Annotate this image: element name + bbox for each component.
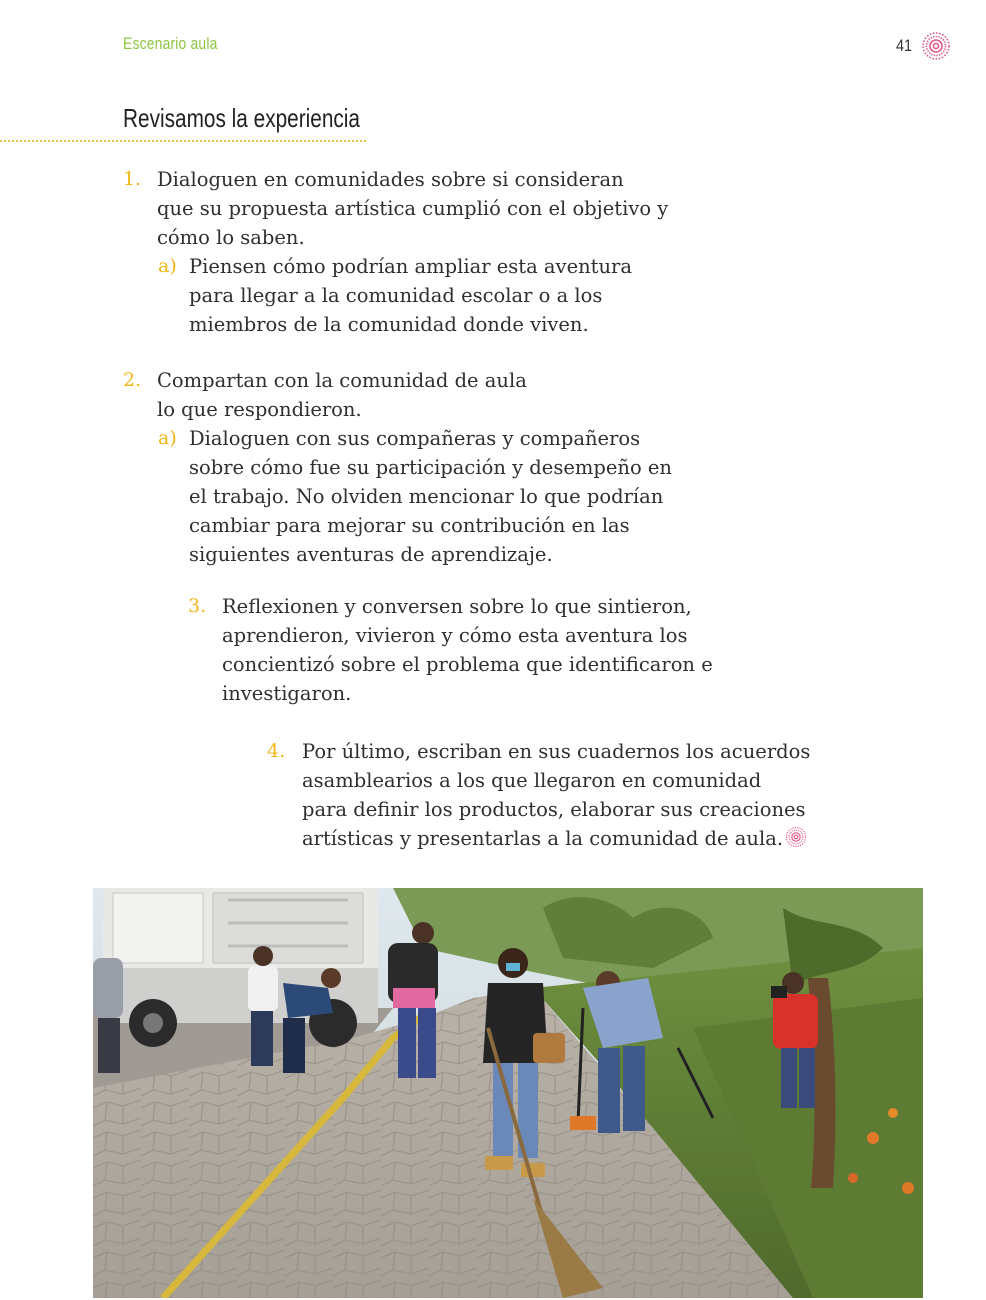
- text-line-with-end-mark: [302, 824, 810, 853]
- text-line: Dialoguen en comunidades sobre si consideran: [157, 168, 624, 191]
- text-line: concientizó sobre el problema que identificaron e: [222, 653, 713, 676]
- sub-item-text: [189, 252, 632, 339]
- list-item-text: [222, 592, 713, 708]
- text-line: Piensen cómo podrían ampliar esta aventura: [189, 255, 633, 278]
- text-line: el trabajo. No olviden mencionar lo que podrían: [189, 485, 664, 508]
- list-item-text: [157, 366, 527, 424]
- text-line: cómo lo saben.: [157, 226, 305, 249]
- end-of-section-emblem-icon: [785, 826, 807, 848]
- sub-item-letter: a): [158, 427, 177, 449]
- text-line: Reflexionen y conversen sobre lo que sintieron,: [222, 595, 692, 618]
- community-cleanup-photo: [93, 888, 923, 1298]
- list-item-text: [302, 737, 810, 853]
- text-line: aprendieron, vivieron y cómo esta aventura los: [222, 624, 688, 647]
- text-line: para definir los productos, elaborar sus creaciones: [302, 798, 806, 821]
- concentric-circles-emblem-icon: [921, 31, 951, 61]
- text-line: sobre cómo fue su participación y desempeño en: [189, 456, 672, 479]
- item-number: 2.: [123, 369, 142, 391]
- text-line: Por último, escriban en sus cuadernos los acuerdos: [302, 740, 811, 763]
- item-number: 4.: [267, 740, 286, 762]
- page-number: 41: [896, 36, 913, 55]
- text-line: lo que respondieron.: [157, 398, 362, 421]
- text-line: artísticas y presentarlas a la comunidad de aula.: [302, 827, 784, 850]
- text-line: que su propuesta artística cumplió con el objetivo y: [157, 197, 669, 220]
- list-item-text: [157, 165, 668, 252]
- item-number: 1.: [123, 168, 142, 190]
- header-section-label: Escenario aula: [123, 34, 218, 53]
- text-line: asamblearios a los que llegaron en comunidad: [302, 769, 762, 792]
- text-line: Compartan con la comunidad de aula: [157, 369, 527, 392]
- item-number: 3.: [188, 595, 207, 617]
- text-line: cambiar para mejorar su contribución en las: [189, 514, 630, 537]
- text-line: investigaron.: [222, 682, 352, 705]
- title-underline-divider: [0, 140, 366, 142]
- sub-item-letter: a): [158, 255, 177, 277]
- text-line: Dialoguen con sus compañeras y compañeros: [189, 427, 641, 450]
- section-title: Revisamos la experiencia: [123, 103, 360, 133]
- text-line: para llegar a la comunidad escolar o a los: [189, 284, 603, 307]
- text-line: siguientes aventuras de aprendizaje.: [189, 543, 553, 566]
- text-line: miembros de la comunidad donde viven.: [189, 313, 589, 336]
- sub-item-text: [189, 424, 672, 569]
